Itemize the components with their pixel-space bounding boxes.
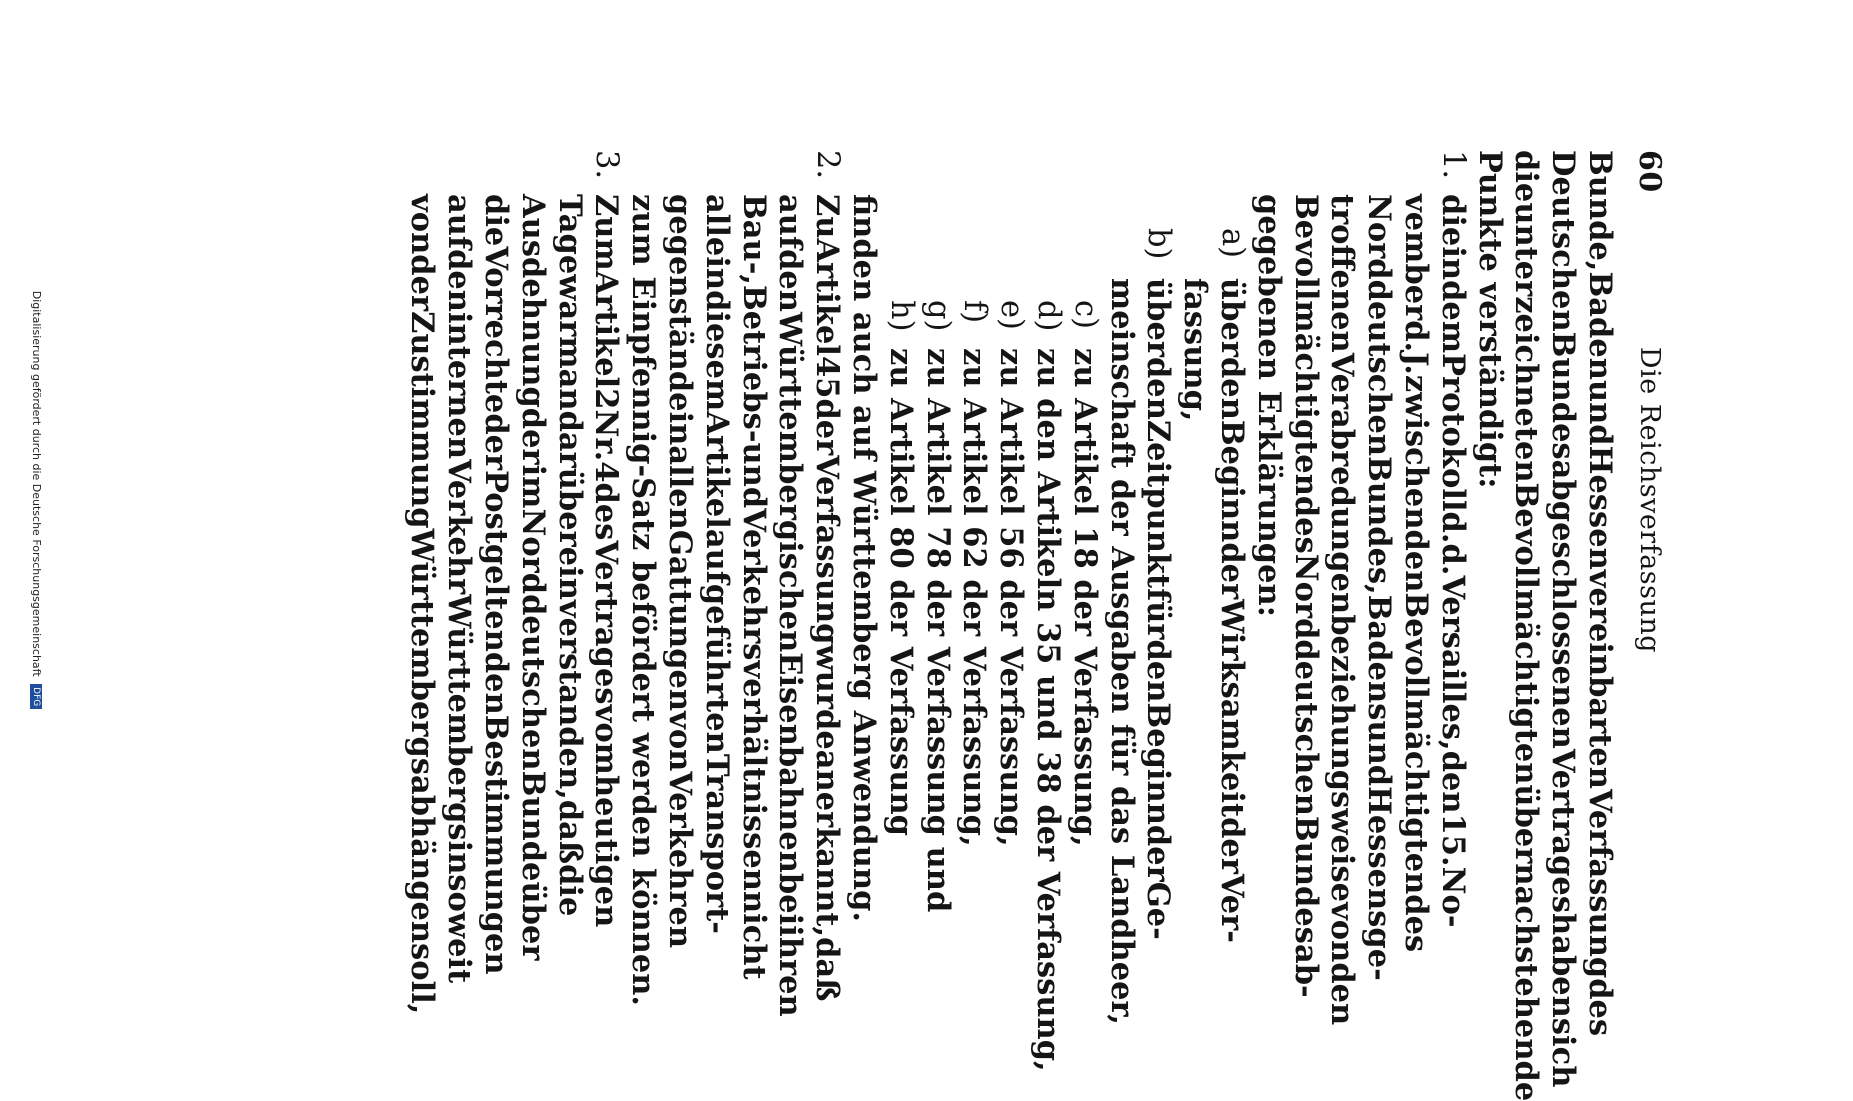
word: im xyxy=(514,464,551,509)
word: den xyxy=(1140,356,1177,420)
word: Nr. xyxy=(588,409,625,462)
word: Badens xyxy=(1361,594,1398,721)
word: Eisenbahnen xyxy=(772,652,809,873)
page-number: 60 xyxy=(1632,150,1667,193)
word: Norddeutschen xyxy=(1361,194,1398,457)
word: 4 xyxy=(588,461,625,483)
text-line xyxy=(514,194,551,961)
word: der xyxy=(404,254,441,312)
word: von xyxy=(662,711,699,772)
word: ab- xyxy=(1287,943,1324,998)
word: vom xyxy=(588,704,625,775)
list-item-1 xyxy=(1250,150,1471,1026)
text-line: zu Artikel 18 der Verfassung, xyxy=(1066,348,1103,847)
text-line xyxy=(404,194,441,1015)
word: Bevollmächtigten xyxy=(1508,482,1545,785)
word: soll, xyxy=(404,943,441,1015)
word: d. xyxy=(1434,543,1471,576)
word: daß xyxy=(551,799,588,865)
word: Ge- xyxy=(1140,881,1177,940)
word: vember xyxy=(1398,194,1435,321)
intro-paragraph xyxy=(1471,150,1618,1101)
word: anerkannt, xyxy=(809,749,846,938)
word: über xyxy=(1214,278,1251,357)
word: d. xyxy=(1434,511,1471,544)
word: allen xyxy=(662,445,699,530)
word: abgeschlossenen xyxy=(1545,459,1582,749)
word: man xyxy=(551,336,588,411)
word: Zu xyxy=(809,194,846,239)
word: Verkehren xyxy=(662,771,699,949)
word: den xyxy=(441,249,478,312)
word: Norddeutschen xyxy=(514,508,551,771)
word: abhängen xyxy=(404,775,441,944)
word: heutigen xyxy=(588,774,625,928)
item-marker: 2. xyxy=(810,150,846,180)
word: Post xyxy=(478,470,515,544)
word: einverstanden, xyxy=(551,546,588,800)
text-line xyxy=(551,194,588,917)
word: von xyxy=(404,194,441,255)
word: des xyxy=(1582,978,1618,1037)
item-marker: d) xyxy=(1031,300,1067,332)
text-line xyxy=(477,194,515,975)
word: Württembergischen xyxy=(772,311,809,653)
word: die xyxy=(1434,194,1471,247)
sub-item-e xyxy=(992,150,1029,850)
word: in xyxy=(662,411,699,446)
text-line: zu Artikel 80 der Verfassung xyxy=(882,348,919,836)
word: Hessens xyxy=(1361,786,1398,928)
word: zwischen xyxy=(1398,374,1435,530)
word: dem xyxy=(1434,280,1471,354)
word: der xyxy=(1140,824,1177,882)
item-marker: f) xyxy=(957,300,993,324)
word: geltenden xyxy=(478,543,515,715)
word: Zustimmung xyxy=(404,311,441,529)
word: der xyxy=(514,407,551,465)
word: gegenstände xyxy=(662,194,699,412)
word: No- xyxy=(1434,866,1471,928)
text-line xyxy=(1287,194,1324,998)
word: Verfassung xyxy=(809,455,846,645)
text-line xyxy=(1508,150,1545,1101)
text-line: zu Artikel 62 der Verfassung, xyxy=(956,348,993,847)
item-marker: b) xyxy=(1141,228,1177,260)
word: Wirksamkeit xyxy=(1214,599,1251,818)
word: Bundes xyxy=(1545,331,1582,460)
item-marker: 3. xyxy=(589,150,625,180)
word: Deutschen xyxy=(1545,150,1582,332)
word: über xyxy=(514,881,551,961)
word: über xyxy=(1140,278,1177,357)
word: beziehungsweise xyxy=(1324,614,1361,903)
text-line xyxy=(772,194,809,1017)
word: Gattungen xyxy=(662,529,699,712)
text-line: meinschaft der Ausgaben für das Landheer, xyxy=(1103,278,1140,1026)
word: Verfassung xyxy=(1582,788,1618,979)
word: troffenen xyxy=(1324,194,1361,353)
word: den xyxy=(1214,356,1251,420)
word: des xyxy=(588,482,625,541)
word: in xyxy=(1434,246,1471,281)
word: Bundes, xyxy=(1361,456,1398,595)
credit-text: Digitalisierung gefördert durch die Deutsche Forschungsgemeinschaft xyxy=(30,290,43,677)
word: den xyxy=(772,249,809,312)
word: Baden xyxy=(1582,271,1618,380)
page-header xyxy=(1631,150,1667,850)
word: war xyxy=(551,274,588,337)
word: Artikel xyxy=(809,238,846,356)
item-marker: h) xyxy=(883,300,919,332)
dfg-logo: DFG xyxy=(30,684,42,709)
word: internen xyxy=(441,311,478,460)
word: der xyxy=(1214,542,1251,600)
item-marker: c) xyxy=(1067,300,1103,329)
text-line xyxy=(1544,150,1582,1088)
item-marker: a) xyxy=(1215,228,1251,259)
item-1-closing: finden auch auf Württemberg Anwendung. xyxy=(846,194,883,923)
word: daß xyxy=(809,937,846,1002)
sub-item-c xyxy=(1066,150,1103,850)
word: Bestimmungen xyxy=(478,714,515,975)
word: Bau-, xyxy=(735,194,772,285)
word: 15. xyxy=(1434,813,1471,867)
word: Bevollmächtigten xyxy=(1398,592,1435,895)
word: insoweit xyxy=(441,840,478,984)
text-line xyxy=(1360,194,1398,981)
word: d. xyxy=(1398,320,1435,353)
word: Württembergs xyxy=(404,528,441,775)
word: 2 xyxy=(588,388,625,410)
text-line: gegebenen Erklärungen: xyxy=(1250,194,1287,617)
word: Zeitpunkt xyxy=(1140,419,1177,589)
word: unterzeichneten xyxy=(1508,202,1545,483)
word: ihren xyxy=(772,925,809,1017)
word: 45 xyxy=(809,356,846,399)
word: Transport- xyxy=(698,753,735,934)
word: nicht xyxy=(735,890,772,980)
text-line xyxy=(735,194,772,980)
word: Vorrechte xyxy=(478,246,515,414)
word: sich xyxy=(1545,1017,1582,1088)
text-line: zu Artikel 56 der Verfassung, xyxy=(993,348,1030,847)
word: die xyxy=(551,864,588,917)
word: der xyxy=(478,413,515,471)
sub-item-b xyxy=(1103,150,1177,1026)
digitization-credit xyxy=(30,0,43,1000)
word: Artikel xyxy=(698,411,735,529)
word: Verabredungen xyxy=(1324,352,1361,615)
word: vereinbarten xyxy=(1582,569,1618,789)
word: Bundes xyxy=(1287,815,1324,944)
word: haben xyxy=(1545,913,1582,1018)
word: Beginn xyxy=(1140,702,1177,825)
text-line xyxy=(1434,194,1471,928)
word: den xyxy=(1434,750,1471,814)
word: Bevollmächtigten xyxy=(1287,194,1324,496)
item-marker: g) xyxy=(920,300,956,332)
word: über xyxy=(1508,784,1545,864)
word: Zum xyxy=(588,194,625,271)
word: Württembergs xyxy=(441,594,478,841)
running-head: Die Reichsverfassung xyxy=(1634,346,1665,654)
word: Versailles, xyxy=(1434,575,1471,751)
item-marker: e) xyxy=(994,300,1030,330)
word: der xyxy=(1214,817,1251,874)
text-line: zum Einpfennig-Satz befördert werden können. xyxy=(625,194,662,1007)
word: aufgeführten xyxy=(698,528,735,754)
word: in xyxy=(698,256,735,291)
text-line xyxy=(808,194,846,1002)
word: auf xyxy=(441,194,478,250)
word: Tage xyxy=(551,194,588,275)
word: ge- xyxy=(1361,927,1398,981)
sub-item-d xyxy=(1029,150,1067,1072)
text-line: Punkte verständigt: xyxy=(1471,150,1508,489)
word: Vertrages xyxy=(588,540,625,705)
text-line xyxy=(588,194,625,928)
word: Ausdehnung xyxy=(514,194,551,408)
sub-item-h xyxy=(882,150,919,850)
word: bei xyxy=(772,872,809,926)
word: und xyxy=(1361,720,1398,787)
word: des xyxy=(1398,894,1435,953)
word: Ver- xyxy=(1214,873,1251,943)
text-line xyxy=(1213,278,1251,943)
word: Norddeutschen xyxy=(1287,553,1324,816)
word: Verkehrsverhältnissen xyxy=(735,508,772,891)
word: der xyxy=(809,398,846,456)
list-item-3 xyxy=(404,150,625,1015)
text-line xyxy=(698,194,735,934)
word: Bunde, xyxy=(1582,150,1618,272)
word: Protokoll xyxy=(1434,353,1471,512)
word: Verkehr xyxy=(441,459,478,595)
page-body xyxy=(404,150,1618,1101)
word: Bunde xyxy=(514,770,551,882)
word: die xyxy=(1508,150,1545,203)
word: und xyxy=(1582,379,1618,446)
word: Beginn xyxy=(1214,419,1251,543)
word: wurde xyxy=(809,644,846,750)
word: auf xyxy=(772,194,809,250)
sub-item-g xyxy=(919,150,956,913)
word: für xyxy=(1140,588,1177,640)
sub-item-a xyxy=(1176,150,1251,943)
item-marker: 1. xyxy=(1435,150,1471,180)
word: den xyxy=(1324,962,1361,1026)
text-line xyxy=(661,194,699,949)
word: Artikel xyxy=(588,270,625,389)
word: diesem xyxy=(698,290,735,412)
text-line xyxy=(1324,194,1361,1026)
word: den xyxy=(1398,529,1435,593)
text-line: zu Artikel 78 der Verfassung und xyxy=(919,348,956,913)
text-line xyxy=(1140,278,1177,940)
text-line xyxy=(1397,194,1435,953)
list-item-2 xyxy=(624,150,846,1017)
word: alle xyxy=(698,194,735,257)
word: des xyxy=(1287,495,1324,554)
text-line xyxy=(441,194,478,984)
word: darüber xyxy=(551,410,588,547)
word: nachstehende xyxy=(1508,863,1545,1101)
text-line: zu den Artikeln 35 und 38 der Verfassung, xyxy=(1030,348,1067,1072)
word: von xyxy=(1324,902,1361,963)
word: Hessen xyxy=(1582,445,1618,570)
word: Betriebs- xyxy=(735,285,772,443)
sub-item-f xyxy=(956,150,993,850)
word: Vertrages xyxy=(1545,748,1582,914)
word: die xyxy=(478,194,515,247)
word: den xyxy=(1140,639,1177,703)
text-line: fassung, xyxy=(1177,278,1214,422)
text-line xyxy=(1581,150,1618,1037)
word: J. xyxy=(1398,352,1435,375)
word: und xyxy=(735,442,772,509)
